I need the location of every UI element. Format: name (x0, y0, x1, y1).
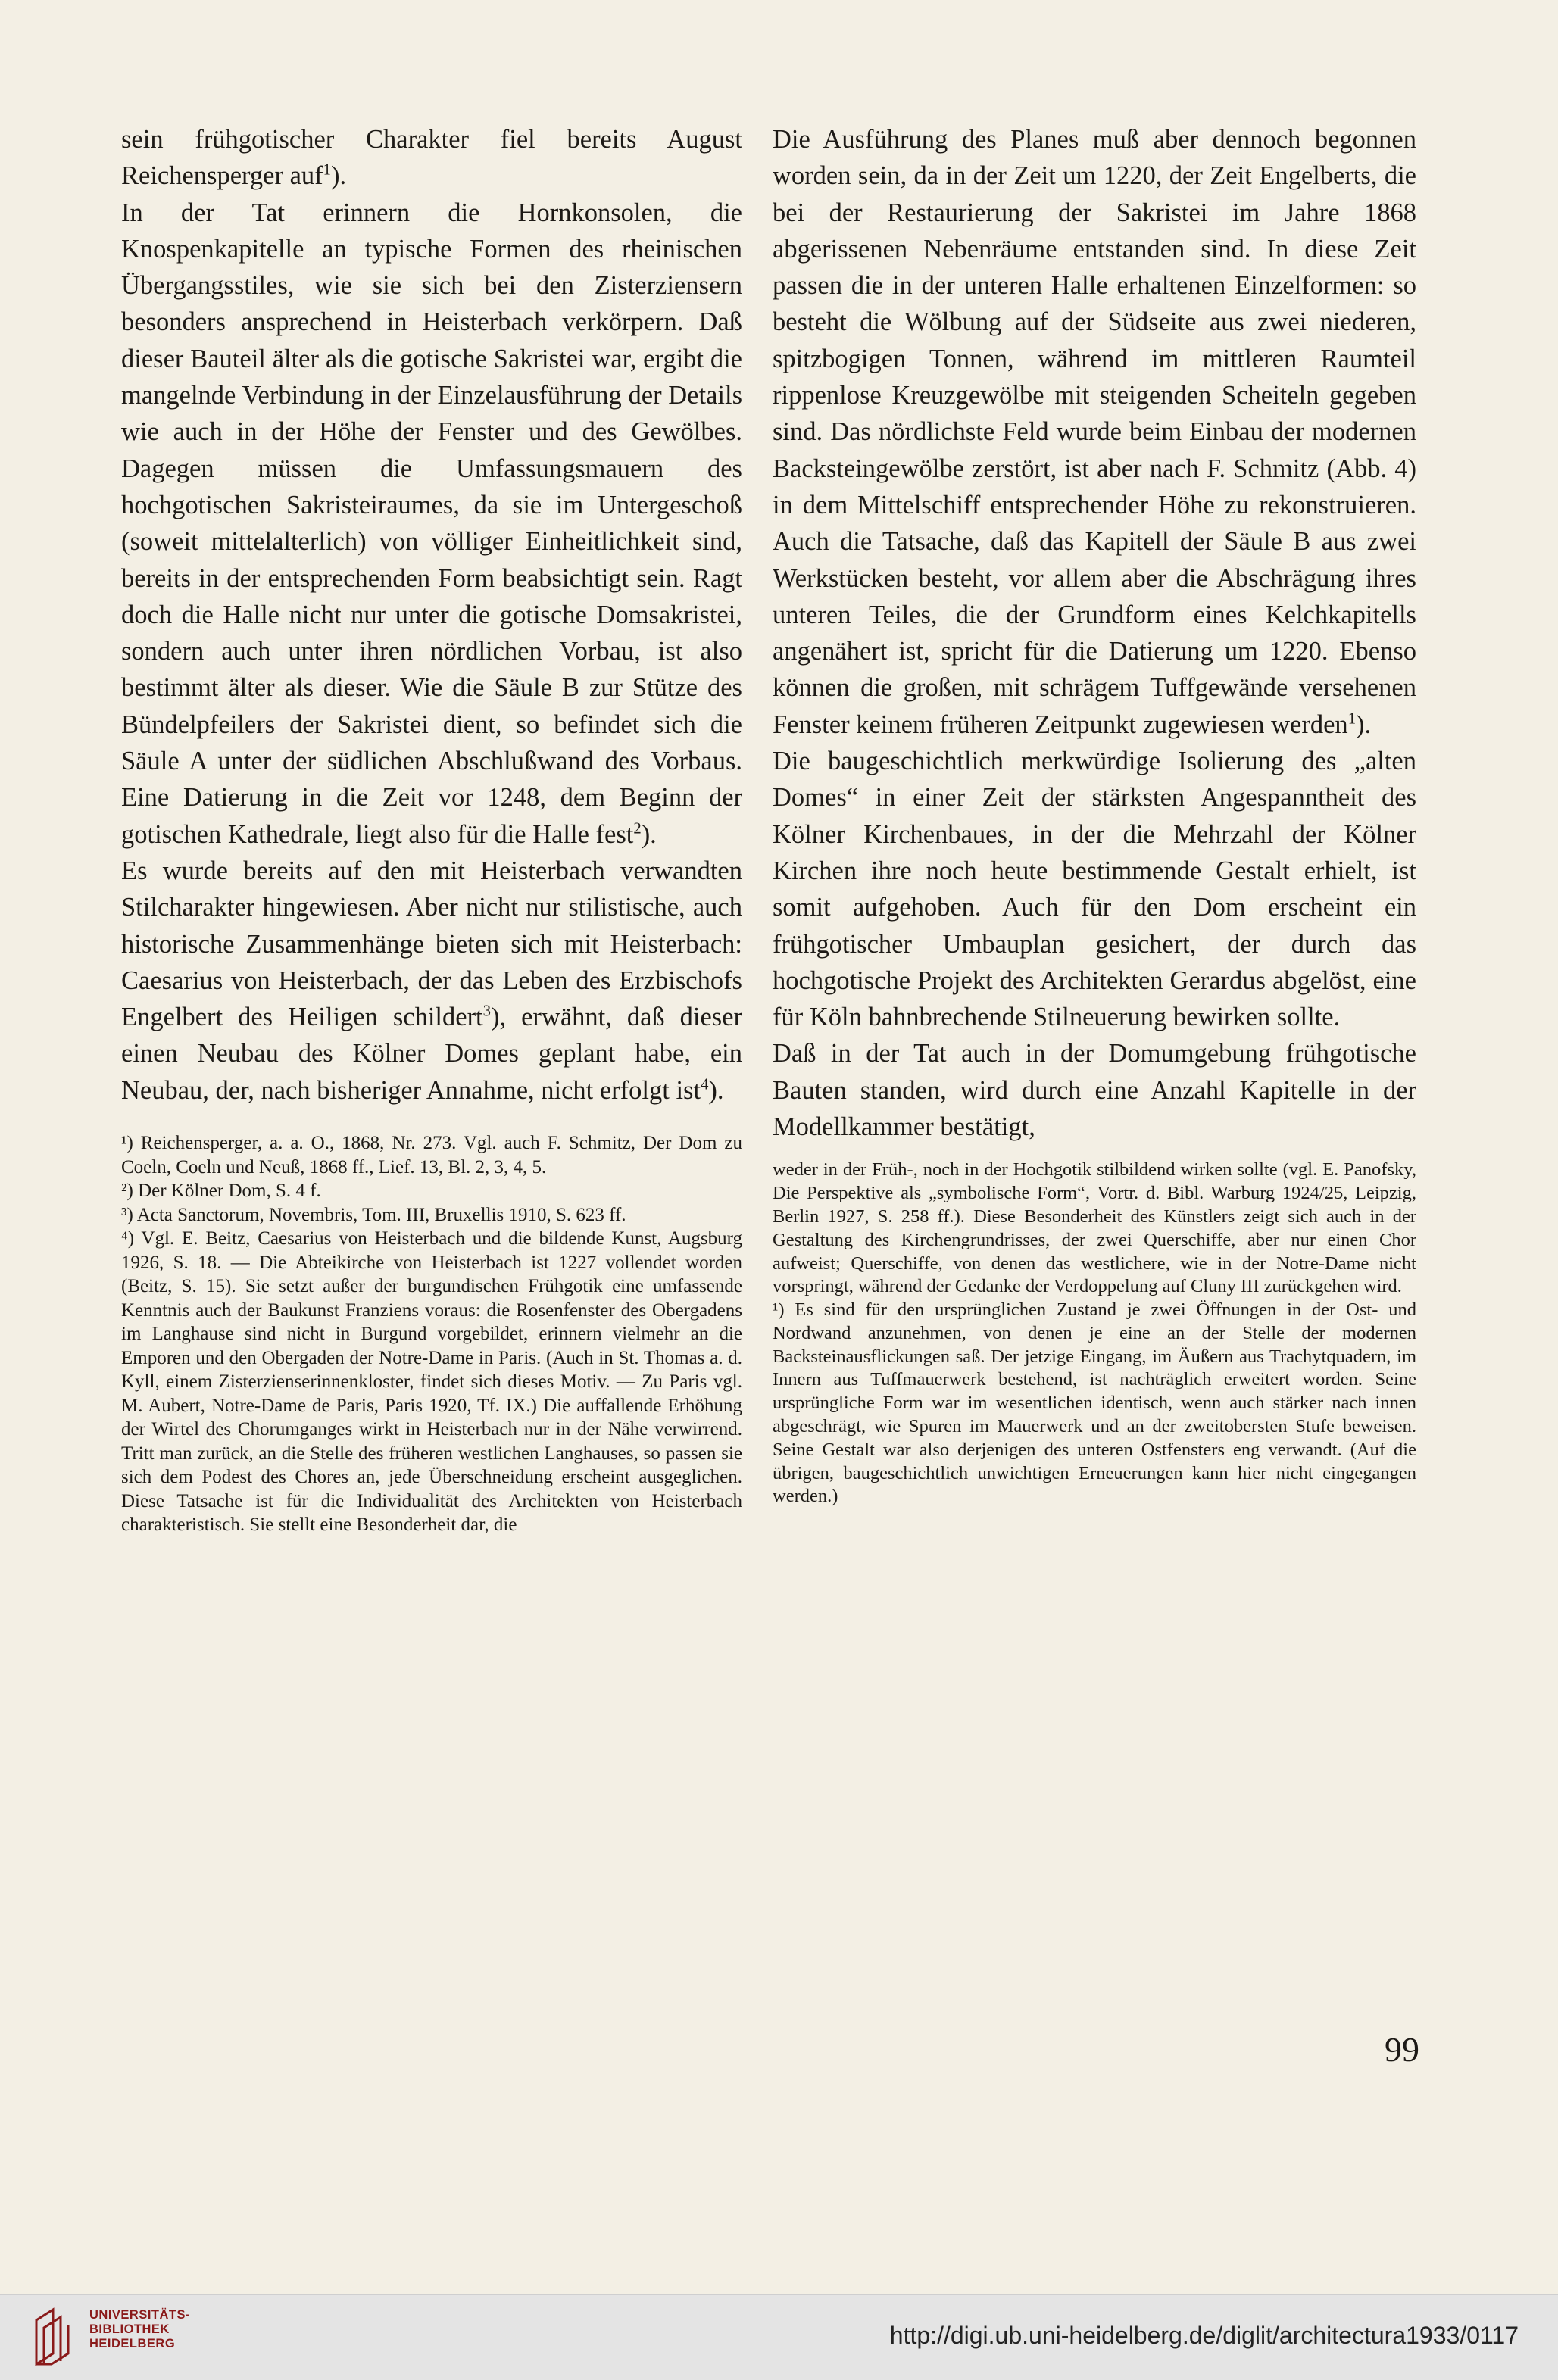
library-line-3: HEIDELBERG (89, 2337, 176, 2350)
page-number: 99 (1385, 2030, 1419, 2069)
footnote-4: ⁴) Vgl. E. Beitz, Caesarius von Heisterbach und die bildende Kunst, Augsburg 1926, S. 18. — Die Abteikirche von Heisterbach ist 1227 vollendet worden (Beitz, S. 15). Sie setzt außer der burgundischen Frühgotik eine umfassende Kenntnis auch der Baukunst Franziens voraus: die Rosenfenster des Obergadens im Langhause sind nicht in Burgund vorgebildet, erinnern vielmehr an die Emporen und den Obergaden der Notre-Dame in Paris. (Auch in St. Thomas a. d. Kyll, einem Zisterzienserinnenkloster, findet sich dieses Motiv. — Zu Paris vgl. M. Aubert, Notre-Dame de Paris, Paris 1920, Tf. IX.) Die auffallende Erhöhung der Wirtel des Chorumganges wirkt in Heisterbach nur in der Nähe verwirrend. Tritt man zurück, an die Stelle des früheren westlichen Langhauses, so passen sie sich dem Podest des Chores an, jede Überschneidung erscheint ausgeglichen. Diese Tatsache ist für die Individualität des Architekten von Heisterbach charakteristisch. Sie stellt eine Besonderheit dar, die (121, 1228, 742, 1536)
left-footnotes (121, 1131, 742, 1537)
footnote-right-1: ¹) Es sind für den ursprünglichen Zustand je zwei Öffnungen in der Ost- und Nordwand anzunehmen, von denen je eine an der Stelle der modernen Backsteinausflickungen saß. Der jetzige Eingang, im Äußern aus Trachytquadern, im Innern aus Tuffmauerwerk bestehend, ist nachträglich erweitert worden. Seine ursprüngliche Form war im wesentlichen identisch, wenn auch stärker nach innen abgeschrägt, wie Spuren im Mauerwerk und an der zweitobersten Stufe beweisen. Seine Gestalt war also derjenigen des unteren Ostfensters eng verwandt. (Auf die übrigen, baugeschichtlich unwichtigen Erneuerungen kann hier nicht eingegangen werden.) (773, 1299, 1416, 1507)
left-paragraph-2: In der Tat erinnern die Hornkonsolen, die Knospenkapitelle an typische Formen des rheinischen Übergangsstiles, wie sie sich bei den Zisterziensern besonders ansprechend in Heisterbach verkörpern. Daß dieser Bauteil älter als die gotische Sakristei war, ergibt die mangelnde Verbindung in der Einzelausführung der Details wie auch in der Höhe der Fenster und des Gewölbes. Dagegen müssen die Umfassungsmauern des hochgotischen Sakristeiraumes, da sie im Untergeschoß (soweit mittelalterlich) von völliger Einheitlichkeit sind, bereits in der entsprechenden Form beabsichtigt sein. Ragt doch die Halle nicht nur unter die gotische Domsakristei, sondern auch unter ihren nördlichen Vorbau, ist also bestimmt älter als dieser. Wie die Säule B zur Stütze des Bündelpfeilers der Sakristei dient, so befindet sich die Säule A unter der südlichen Abschlußwand des Vorbaus. Eine Datierung in die Zeit vor 1248, dem Beginn der gotischen Kathedrale, liegt also für die Halle fest$^2$). (121, 198, 742, 849)
right-paragraph-2: Die baugeschichtlich merkwürdige Isolierung des „alten Domes“ in einer Zeit der stärksten Angespanntheit des Kölner Kirchenbaues, in der die Mehrzahl der Kölner Kirchen ihre noch heute bestimmende Gestalt erhielt, ist somit aufgehoben. Auch für den Dom erscheint ein frühgotischer Umbauplan gesichert, der durch das hochgotische Projekt des Architekten Gerardus abgelöst, eine für Köln bahnbrechende Stilneuerung bewirken sollte. (773, 747, 1416, 1032)
right-paragraph-3: Daß in der Tat auch in der Domumgebung frühgotische Bauten standen, wird durch eine Anzahl Kapitelle in der Modellkammer bestätigt, (773, 1039, 1416, 1142)
library-name[interactable] (89, 2308, 190, 2351)
library-line-2: BIBLIOTHEK (89, 2322, 170, 2336)
library-line-1: UNIVERSITÄTS- (89, 2308, 191, 2322)
right-column (773, 121, 1416, 1508)
footnote-continuation: weder in der Früh-, noch in der Hochgotik stilbildend wirken sollte (vgl. E. Panofsky, Die Perspektive als „symbolische Form“, Vortr. d. Bibl. Warburg 1924/25, Leipzig, Berlin 1927, S. 258 ff.). Diese Besonderheit des Künstlers zeigt sich auch in der Gestaltung des Kirchengrundrisses, der zwei Querschiffe, aber nur einen Chor aufweist; Querschiffe, von denen das westlichere, wie in der Notre-Dame nicht vorspringt, während der Gedanke der Verdoppelung auf Cluny III zurückgehen wird. (773, 1159, 1416, 1297)
footnote-2: ²) Der Kölner Dom, S. 4 f. (121, 1181, 321, 1202)
heidelberg-library-logo-icon[interactable] (30, 2305, 80, 2369)
left-paragraph-3: Es wurde bereits auf den mit Heisterbach verwandten Stilcharakter hingewiesen. Aber nicht nur stilistische, auch historische Zusammenhänge bieten sich mit Heisterbach: Caesarius von Heisterbach, der das Leben des Erzbischofs Engelbert des Heiligen schildert$^3$), erwähnt, daß dieser einen Neubau des Kölner Domes geplant habe, ein Neubau, der, nach bisheriger Annahme, nicht erfolgt ist$^4$). (121, 856, 742, 1105)
right-paragraph-1: Die Ausführung des Planes muß aber dennoch begonnen worden sein, da in der Zeit um 1220, der Zeit Engelberts, die bei der Restaurierung der Sakristei im Jahre 1868 abgerissenen Nebenräume entstanden sind. In diese Zeit passen die in der unteren Halle erhaltenen Einzelformen: so besteht die Wölbung auf der Südseite aus zwei niederen, spitzbogigen Tonnen, während im mittleren Raumteil rippenlose Kreuzgewölbe mit steigenden Scheiteln gegeben sind. Das nördlichste Feld wurde beim Einbau der modernen Backsteingewölbe zerstört, ist aber nach F. Schmitz (Abb. 4) in dem Mittelschiff entsprechender Höhe zu rekonstruieren. Auch die Tatsache, daß das Kapitell der Säule B aus zwei Werkstücken besteht, vor allem aber die Abschrägung ihres unteren Teiles, die der Grundform eines Kelchkapitells angenähert ist, spricht für die Datierung um 1220. Ebenso können die großen, mit schrägem Tuffgewände versehenen Fenster keinem früheren Zeitpunkt zugewiesen werden$^1$). (773, 125, 1416, 739)
left-column (121, 121, 742, 1537)
right-footnotes (773, 1159, 1416, 1508)
left-paragraph-1: sein frühgotischer Charakter fiel bereits August Reichensperger auf$^1$). (121, 125, 742, 191)
footnote-1: ¹) Reichensperger, a. a. O., 1868, Nr. 273. Vgl. auch F. Schmitz, Der Dom zu Coeln, Coeln und Neuß, 1868 ff., Lief. 13, Bl. 2, 3, 4, 5. (121, 1133, 742, 1178)
footnote-3: ³) Acta Sanctorum, Novembris, Tom. III, Bruxellis 1910, S. 623 ff. (121, 1204, 626, 1225)
source-url-link[interactable]: http://digi.ub.uni-heidelberg.de/diglit/architectura1933/0117 (889, 2322, 1519, 2349)
